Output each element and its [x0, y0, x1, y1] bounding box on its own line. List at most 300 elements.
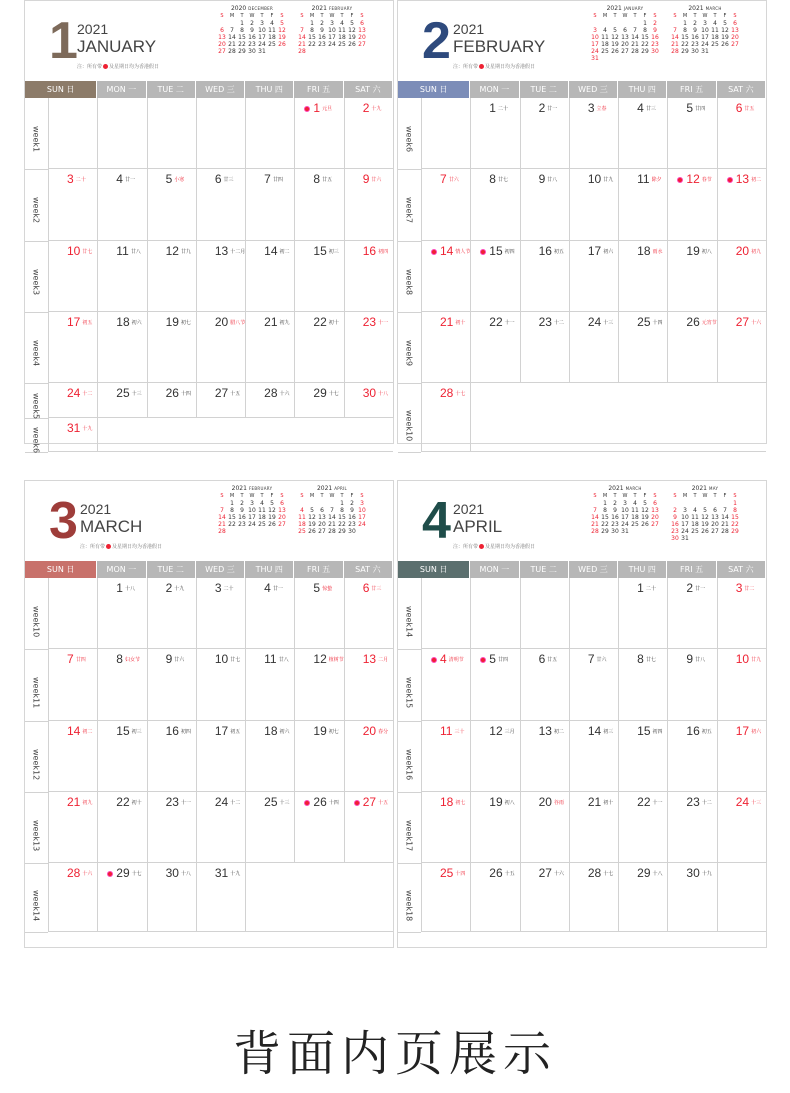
month-year: 2021	[453, 501, 485, 517]
day-number-value: 23	[686, 795, 700, 809]
lunar-date: 初九	[279, 320, 290, 327]
day-cell	[470, 98, 520, 169]
day-number-value: 24	[587, 315, 602, 329]
mini-day: 14	[671, 34, 679, 41]
mini-calendar-weekdays	[217, 493, 287, 500]
day-number	[686, 101, 705, 115]
mini-calendar-row	[297, 34, 367, 41]
day-number	[304, 795, 338, 809]
day-number	[166, 581, 185, 595]
day-number	[166, 795, 191, 809]
day-number-value: 24	[214, 795, 229, 809]
day-number-value: 29	[116, 866, 130, 880]
mini-day	[267, 48, 277, 55]
mini-day: 8	[340, 507, 344, 514]
mini-calendar-row	[590, 34, 660, 41]
day-number	[67, 386, 92, 400]
lunar-date: 二十	[223, 586, 234, 593]
mini-calendar-row	[590, 48, 660, 55]
mini-day: 25	[691, 528, 699, 535]
day-number-value: 13	[362, 652, 377, 666]
mini-calendar-weekdays	[297, 493, 367, 500]
day-number-value: 31	[67, 421, 81, 435]
day-number	[116, 581, 135, 595]
day-cell	[147, 792, 197, 863]
day-cell	[717, 312, 767, 383]
day-cell	[470, 721, 520, 792]
lunar-date: 廿一	[272, 586, 283, 593]
mini-day: 2	[350, 500, 354, 507]
mini-weekday: W	[702, 13, 708, 19]
lunar-date: 初十	[455, 320, 466, 327]
mini-day: 31	[701, 48, 709, 55]
mini-weekday: S	[300, 493, 304, 499]
mini-day: 17	[591, 41, 599, 48]
lunar-date: 初三	[328, 249, 339, 256]
day-number	[588, 866, 613, 880]
week-label	[398, 169, 421, 242]
week-label	[398, 383, 421, 453]
day-cell	[421, 169, 471, 241]
weekday-label: MON 一	[470, 561, 518, 578]
month-number: 4	[422, 492, 451, 550]
calendar-page-april	[397, 480, 767, 948]
mini-calendar	[670, 485, 740, 542]
week-label	[25, 383, 48, 419]
day-number	[67, 172, 86, 186]
lunar-date: 十九	[174, 586, 185, 593]
mini-day: 14	[721, 514, 729, 521]
mini-day	[620, 20, 630, 27]
day-number	[363, 724, 388, 738]
lunar-date: 小寒	[174, 177, 185, 184]
mini-day: 24	[591, 48, 599, 55]
mini-day: 29	[731, 528, 739, 535]
day-number	[489, 724, 514, 738]
weekday-label: SAT 六	[344, 81, 392, 98]
weekday-label: THU 四	[245, 561, 293, 578]
mini-weekday: F	[723, 13, 727, 19]
mini-day	[307, 500, 317, 507]
day-cell	[344, 792, 394, 863]
day-cell	[48, 312, 98, 383]
day-cell	[344, 721, 394, 792]
day-number-value: 30	[362, 386, 377, 400]
mini-calendar-month: MARCH	[705, 6, 722, 11]
lunar-date: 元旦	[322, 106, 333, 113]
mini-day: 7	[300, 27, 304, 34]
day-number	[264, 315, 289, 329]
mini-day: 16	[691, 34, 699, 41]
mini-day: 21	[591, 521, 599, 528]
holiday-dot-icon	[304, 800, 310, 806]
day-number	[588, 244, 613, 258]
day-cell	[667, 863, 717, 932]
day-number-value: 9	[362, 172, 370, 186]
mini-day	[590, 500, 600, 507]
page-header	[398, 481, 766, 561]
day-number-value: 18	[637, 244, 651, 258]
day-cell	[196, 721, 246, 792]
day-number-value: 18	[264, 724, 278, 738]
mini-calendar-row	[670, 535, 740, 542]
day-cell	[569, 863, 619, 932]
day-number-value: 8	[637, 652, 644, 666]
day-number-value: 25	[637, 315, 651, 329]
mini-day: 25	[631, 521, 639, 528]
day-number-value: 20	[735, 244, 750, 258]
lunar-date: 初五	[82, 320, 93, 327]
lunar-date: 初七	[328, 729, 339, 736]
mini-day: 13	[218, 34, 226, 41]
day-number-value: 19	[313, 724, 327, 738]
mini-day: 29	[338, 528, 346, 535]
mini-calendar-row	[217, 41, 287, 48]
mini-day: 4	[300, 507, 304, 514]
mini-day: 9	[320, 27, 324, 34]
day-number	[440, 795, 465, 809]
day-cell	[421, 312, 471, 383]
mini-calendar-title	[670, 485, 740, 493]
mini-day	[317, 48, 327, 55]
mini-day: 24	[328, 41, 336, 48]
lunar-date: 十八	[124, 586, 135, 593]
mini-day	[730, 48, 740, 55]
mini-day: 9	[350, 507, 354, 514]
mini-day: 30	[671, 535, 679, 542]
day-cell	[717, 98, 767, 169]
day-number-value: 28	[440, 386, 454, 400]
month-number: 1	[49, 12, 78, 70]
day-number	[116, 315, 141, 329]
mini-day: 30	[691, 48, 699, 55]
day-number	[637, 652, 656, 666]
mini-calendar-row	[297, 27, 367, 34]
mini-day: 22	[731, 521, 739, 528]
mini-day: 22	[681, 41, 689, 48]
mini-day: 9	[693, 27, 697, 34]
day-number-value: 16	[165, 724, 179, 738]
holiday-dot-icon	[431, 657, 437, 663]
mini-day: 12	[701, 514, 709, 521]
weekday-label: SAT 六	[717, 81, 765, 98]
mini-calendar-year: 2021	[311, 5, 327, 12]
day-cell	[344, 312, 394, 383]
day-number-value: 10	[587, 172, 602, 186]
day-number-value: 5	[313, 581, 321, 595]
mini-day: 23	[348, 521, 356, 528]
weekday-header	[25, 561, 393, 578]
day-number	[440, 315, 465, 329]
mini-calendar-row	[217, 34, 287, 41]
page-header	[25, 481, 393, 561]
day-number	[736, 652, 761, 666]
day-number	[215, 581, 234, 595]
day-number-value: 26	[686, 315, 700, 329]
week-label	[25, 792, 48, 864]
mini-calendar	[297, 485, 367, 535]
mini-day: 30	[611, 528, 619, 535]
mini-weekday: T	[693, 493, 697, 499]
mini-day: 5	[270, 500, 274, 507]
day-cell	[717, 169, 767, 241]
mini-day: 10	[358, 507, 366, 514]
lunar-date: 十三	[279, 800, 290, 807]
lunar-date: 妇女节	[124, 657, 140, 664]
month-name: FEBRUARY	[453, 37, 546, 56]
day-number-value: 5	[165, 172, 173, 186]
day-cell	[618, 792, 668, 863]
mini-calendar-row	[590, 514, 660, 521]
day-number	[116, 244, 140, 258]
lunar-date: 廿六	[448, 177, 459, 184]
day-number	[677, 172, 711, 186]
day-number-value: 6	[214, 172, 222, 186]
mini-day: 6	[713, 507, 717, 514]
week-label	[25, 169, 48, 242]
mini-weekday: W	[702, 493, 708, 499]
mini-calendar-row	[297, 514, 367, 521]
mini-day: 29	[641, 48, 649, 55]
mini-day: 30	[248, 48, 256, 55]
lunar-date: 初十	[328, 320, 339, 327]
day-number	[363, 652, 388, 666]
lunar-date: 清明节	[448, 657, 464, 664]
weekday-label: SAT 六	[717, 561, 765, 578]
mini-weekday: T	[260, 493, 264, 499]
mini-day: 20	[218, 41, 226, 48]
mini-calendar-month: MARCH	[625, 486, 642, 491]
mini-day	[267, 528, 277, 535]
day-number	[736, 101, 755, 115]
mini-day: 15	[641, 34, 649, 41]
mini-calendar-title	[590, 5, 660, 13]
mini-weekday: T	[633, 13, 637, 19]
day-number	[67, 421, 92, 435]
lunar-date: 雨水	[652, 249, 663, 256]
mini-calendar-row	[590, 521, 660, 528]
day-number	[116, 652, 140, 666]
day-number	[686, 795, 711, 809]
holiday-dot-icon	[107, 871, 113, 877]
page-header	[25, 1, 393, 81]
weekday-label: SUN 日	[398, 561, 469, 578]
mini-day: 19	[641, 514, 649, 521]
mini-day: 3	[250, 500, 254, 507]
day-number	[686, 724, 711, 738]
week-label-text: week16	[404, 748, 414, 780]
lunar-date: 初二	[751, 177, 762, 184]
lunar-date: 廿四	[695, 106, 706, 113]
day-number-value: 22	[637, 795, 651, 809]
mini-day: 8	[603, 507, 607, 514]
day-number-value: 11	[116, 244, 129, 258]
lunar-date: 春节	[701, 177, 712, 184]
day-cell	[196, 649, 246, 721]
mini-day: 24	[681, 528, 689, 535]
mini-calendar-table	[590, 13, 660, 62]
day-cell	[569, 98, 619, 169]
mini-day: 15	[731, 514, 739, 521]
mini-day: 19	[308, 521, 316, 528]
day-cell	[48, 792, 98, 863]
week-blank-area	[717, 863, 766, 932]
mini-day: 1	[603, 500, 607, 507]
mini-calendar-month: APRIL	[334, 486, 348, 491]
day-cell	[520, 863, 570, 932]
day-number-value: 20	[214, 315, 229, 329]
week-label-text: week6	[31, 427, 41, 454]
lunar-date: 初四	[652, 729, 663, 736]
lunar-date: 十五	[504, 871, 515, 878]
mini-calendar-row	[590, 500, 660, 507]
lunar-date: 十三	[131, 391, 142, 398]
day-cell	[294, 383, 344, 418]
mini-weekday: S	[280, 13, 284, 19]
day-cell	[717, 578, 767, 649]
lunar-date: 初七	[180, 320, 191, 327]
mini-day: 6	[623, 27, 627, 34]
mini-day: 29	[238, 48, 246, 55]
weekday-label: TUE 二	[147, 81, 195, 98]
mini-day: 9	[613, 507, 617, 514]
day-number-value: 22	[313, 315, 327, 329]
day-cell	[569, 169, 619, 241]
day-number	[588, 172, 613, 186]
mini-calendar-row	[590, 41, 660, 48]
day-number	[489, 172, 508, 186]
mini-calendar-title	[670, 5, 740, 13]
lunar-date: 十四	[455, 871, 466, 878]
day-number-value: 6	[735, 101, 743, 115]
mini-day: 21	[218, 521, 226, 528]
holiday-note-prefix: 注：所有带	[453, 64, 479, 70]
day-number	[107, 866, 141, 880]
mini-day	[590, 20, 600, 27]
day-number	[736, 244, 761, 258]
mini-day	[217, 20, 227, 27]
mini-day: 4	[633, 500, 637, 507]
day-number-value: 21	[67, 795, 81, 809]
mini-weekday: T	[320, 493, 324, 499]
mini-day: 18	[631, 514, 639, 521]
day-number	[166, 386, 191, 400]
mini-day	[630, 20, 640, 27]
day-number-value: 22	[116, 795, 130, 809]
day-number	[686, 244, 711, 258]
day-number	[588, 724, 613, 738]
weekday-label: TUE 二	[520, 561, 568, 578]
day-number-value: 28	[587, 866, 602, 880]
day-number-value: 12	[489, 724, 503, 738]
day-number-value: 13	[214, 244, 229, 258]
weekday-label: FRI 五	[294, 81, 342, 98]
mini-weekday: M	[309, 13, 315, 19]
mini-day: 5	[310, 507, 314, 514]
day-cell	[667, 649, 717, 721]
day-cell	[520, 649, 570, 721]
mini-day: 10	[701, 27, 709, 34]
day-cell	[48, 721, 98, 792]
mini-day: 14	[228, 34, 236, 41]
mini-day: 14	[218, 514, 226, 521]
mini-day: 12	[611, 34, 619, 41]
mini-day: 5	[350, 20, 354, 27]
mini-day: 28	[721, 528, 729, 535]
day-number-value: 6	[362, 581, 370, 595]
mini-day: 26	[348, 41, 356, 48]
day-number	[637, 581, 656, 595]
lunar-date: 十八	[378, 391, 389, 398]
mini-day: 30	[348, 528, 356, 535]
mini-weekday: F	[350, 493, 354, 499]
week-label-text: week14	[404, 605, 414, 637]
mini-weekday: T	[260, 13, 264, 19]
lunar-date: 初十	[603, 800, 614, 807]
mini-day: 3	[260, 20, 264, 27]
mini-day: 9	[653, 27, 657, 34]
mini-calendar-row	[670, 48, 740, 55]
mini-day: 27	[218, 48, 226, 55]
mini-weekday: W	[622, 493, 628, 499]
day-number	[354, 795, 388, 809]
lunar-date: 廿一	[695, 586, 706, 593]
day-number-value: 3	[67, 172, 74, 186]
day-number-value: 14	[264, 244, 278, 258]
day-cell	[470, 169, 520, 241]
day-cell	[717, 649, 767, 721]
day-number	[363, 581, 382, 595]
day-number-value: 14	[67, 724, 81, 738]
day-number-value: 11	[637, 172, 650, 186]
day-cell	[618, 721, 668, 792]
mini-day: 3	[623, 500, 627, 507]
lunar-date: 十五	[378, 800, 389, 807]
mini-calendar-title	[297, 5, 367, 13]
month-number: 2	[422, 12, 451, 70]
mini-day: 2	[673, 507, 677, 514]
holiday-note	[80, 543, 162, 550]
day-number	[166, 866, 191, 880]
week-label	[398, 792, 421, 864]
week-blank-area	[245, 863, 393, 932]
lunar-date: 十九	[82, 426, 93, 433]
mini-day: 28	[228, 48, 236, 55]
lunar-date: 廿九	[603, 177, 614, 184]
day-number	[637, 315, 662, 329]
weekday-header	[398, 81, 766, 98]
day-number	[264, 244, 289, 258]
mini-day: 15	[601, 514, 609, 521]
day-number-value: 10	[735, 652, 750, 666]
mini-day: 18	[601, 41, 609, 48]
week-label	[398, 649, 421, 722]
day-cell	[48, 578, 98, 649]
mini-day: 11	[298, 514, 306, 521]
mini-weekday: M	[682, 13, 688, 19]
day-number	[215, 652, 240, 666]
lunar-date: 二月	[378, 657, 389, 664]
weekday-label: SAT 六	[344, 561, 392, 578]
day-number-value: 18	[116, 315, 130, 329]
day-number-value: 31	[214, 866, 229, 880]
day-cell	[569, 649, 619, 721]
day-cell	[421, 649, 471, 721]
mini-calendar-row	[670, 41, 740, 48]
day-number-value: 23	[165, 795, 179, 809]
mini-day: 25	[711, 41, 719, 48]
mini-calendar-row	[297, 20, 367, 27]
